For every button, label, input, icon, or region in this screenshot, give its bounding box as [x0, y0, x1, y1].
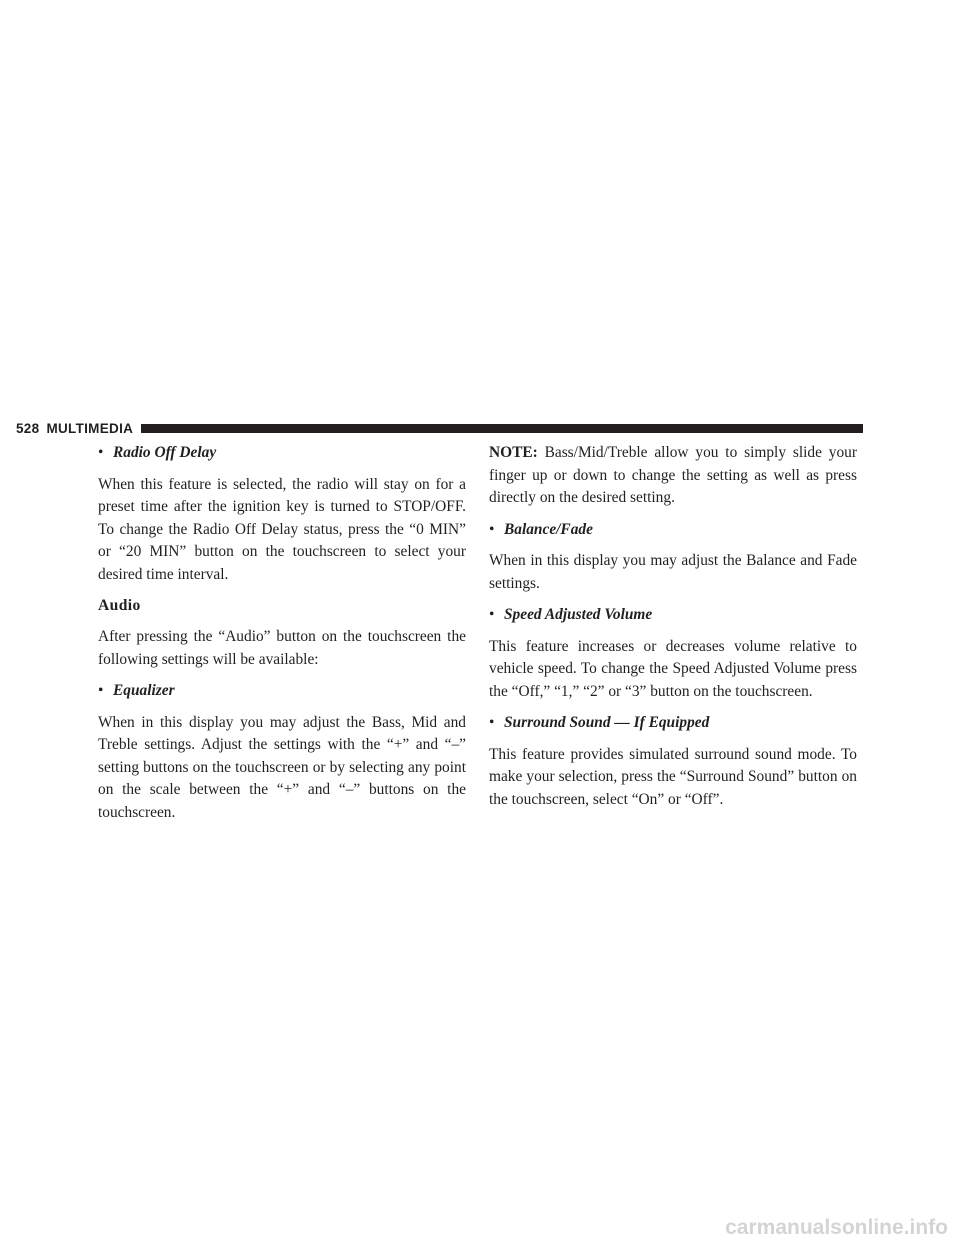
audio-heading: Audio: [98, 597, 141, 614]
bullet-title: Radio Off Delay: [113, 444, 217, 461]
section-title: MULTIMEDIA: [46, 420, 134, 436]
bullet-surround-sound: [489, 712, 857, 735]
bullet-title: Balance/Fade: [504, 520, 593, 538]
surround-sound-text: This feature provides simulated surround sound mode. To make your selection, press the “Surround Sound” button on the touchscreen, select “On” or “Off”.: [489, 745, 857, 808]
balance-fade-text: When in this display you may adjust the Balance and Fade settings.: [489, 552, 857, 592]
equalizer-text: When in this display you may adjust the Bass, Mid and Treble settings. Adjust the settings with the “+” and “–” setting buttons on the touchscreen or by selecting any point on the scale between the “+” and “–” buttons on the touchscreen.: [98, 713, 466, 821]
page-header: [16, 418, 863, 438]
bullet-speed-adjusted-volume: [489, 604, 857, 627]
note-text: Bass/Mid/Treble allow you to simply slide your finger up or down to change the setting as well as press directly on the desired setting.: [489, 444, 857, 506]
page-number: 528: [16, 420, 40, 436]
bullet-icon: •: [98, 444, 104, 461]
right-column: [489, 442, 857, 820]
note-paragraph: [489, 442, 857, 510]
bullet-title: Equalizer: [113, 682, 175, 699]
note-label: NOTE:: [489, 444, 538, 461]
bullet-icon: •: [98, 682, 104, 699]
bullet-icon: •: [489, 606, 495, 623]
bullet-equalizer: [98, 680, 466, 703]
bullet-title: Speed Adjusted Volume: [504, 606, 653, 623]
radio-off-delay-text: When this feature is selected, the radio will stay on for a preset time after the ignition key is turned to STOP/OFF. To change the Radio Off Delay status, press the “0 MIN” or “20 MIN” button on the touchscreen to select your desired time interval.: [98, 475, 466, 583]
bullet-title: Surround Sound — If Equipped: [504, 714, 710, 731]
bullet-balance-fade: [489, 519, 857, 542]
header-rule: [141, 424, 863, 433]
left-column: [98, 442, 466, 833]
bullet-radio-off-delay: [98, 442, 466, 465]
bullet-icon: •: [489, 714, 495, 731]
watermark: carmanualsonline.info: [725, 1216, 948, 1239]
bullet-icon: •: [489, 520, 495, 538]
speed-adjusted-volume-text: This feature increases or decreases volume relative to vehicle speed. To change the Speed Adjusted Volume press the “Off,” “1,” “2” or “3” button on the touchscreen.: [489, 637, 857, 700]
audio-text: After pressing the “Audio” button on the touchscreen the following settings will be available:: [98, 628, 466, 668]
